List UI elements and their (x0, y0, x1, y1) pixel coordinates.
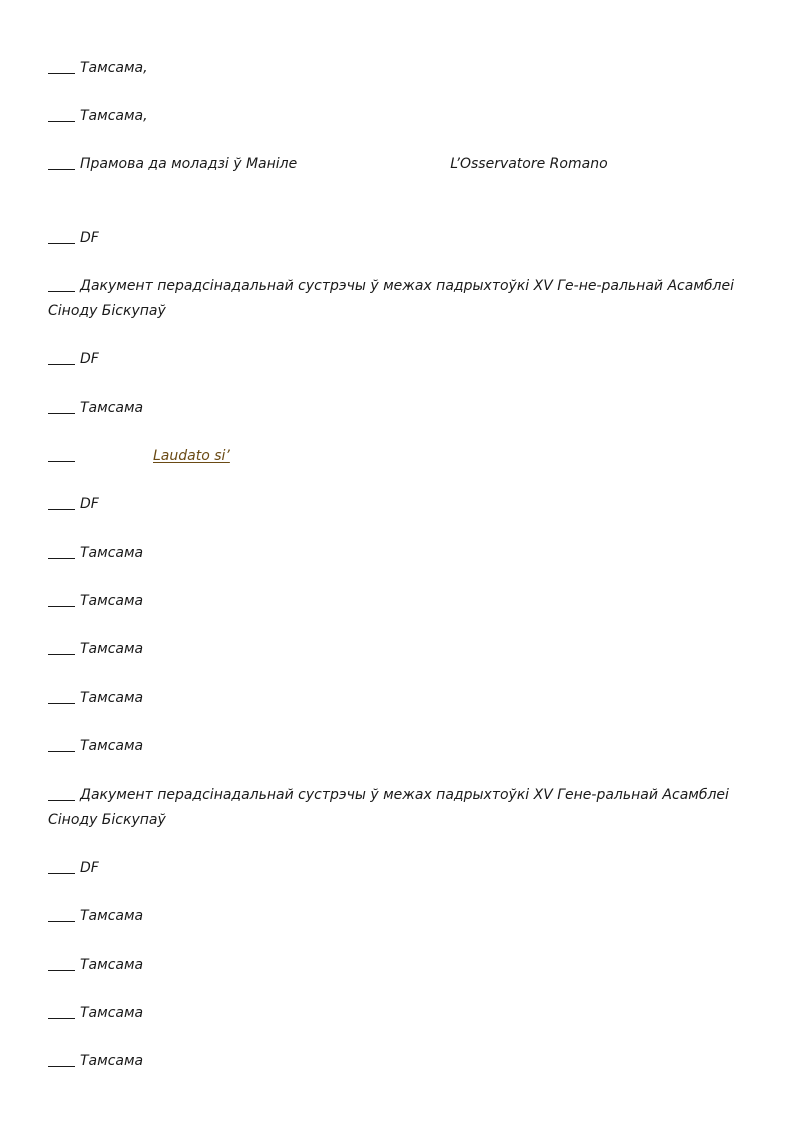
footnote-marker-rule (48, 956, 75, 971)
footnote-marker-rule (48, 907, 75, 922)
footnote (48, 783, 748, 833)
footnote-text: DF (80, 230, 99, 246)
footnote-marker-rule (48, 107, 75, 122)
footnote-text: Тамсама (80, 690, 144, 706)
footnote-marker-rule (48, 229, 75, 244)
footnote-marker-rule (48, 495, 75, 510)
footnote (48, 589, 748, 614)
footnote (48, 226, 748, 251)
footnote-text: Тамсама, (80, 60, 148, 76)
footnote (48, 541, 748, 566)
footnote-text: Тамсама (80, 593, 144, 609)
footnote-text: DF (80, 351, 99, 367)
footnote-marker-rule (48, 859, 75, 874)
footnote-marker-rule (48, 1052, 75, 1067)
footnote-text: Тамсама (80, 1005, 144, 1021)
footnote (48, 1001, 748, 1026)
footnote (48, 856, 748, 881)
footnote (48, 492, 748, 517)
footnote (48, 152, 748, 177)
footnote-text: Прамова да моладзі ў Маніле (80, 156, 298, 172)
footnote-text: Тамсама (80, 641, 144, 657)
footnote-marker-rule (48, 447, 75, 462)
footnote (48, 1049, 748, 1074)
footnote-text: Дакумент перадсінадальнай сустрэчы ў межах падрыхтоўкі XV Ге-не-ральнай Асамблеі Сіноду Біскупаў (48, 278, 734, 319)
footnote (48, 734, 748, 759)
footnote-marker-rule (48, 689, 75, 704)
footnote (48, 953, 748, 978)
footnote-marker-rule (48, 399, 75, 414)
laudato-si-link[interactable]: Laudato si’ (153, 448, 230, 464)
footnote (48, 396, 748, 421)
footnote-text: Дакумент перадсінадальнай сустрэчы ў межах падрыхтоўкі XV Гене-ральнай Асамблеі Сіноду Біскупаў (48, 787, 729, 828)
footnote (48, 104, 748, 129)
footnote-text: Тамсама, (80, 108, 148, 124)
footnote-marker-rule (48, 786, 75, 801)
footnote (48, 637, 748, 662)
footnote (48, 347, 748, 372)
footnote-text: Тамсама (80, 957, 144, 973)
footnote-text: Тамсама (80, 908, 144, 924)
footnote-marker-rule (48, 277, 75, 292)
footnote-text: Тамсама (80, 738, 144, 754)
footnote-source: L’Osservatore Romano (450, 156, 608, 172)
footnote-text: Тамсама (80, 545, 144, 561)
footnote-text: DF (80, 496, 99, 512)
footnote-marker-rule (48, 350, 75, 365)
footnote-marker-rule (48, 1004, 75, 1019)
footnote-text: DF (80, 860, 99, 876)
footnote-text: Тамсама (80, 400, 144, 416)
footnote-marker-rule (48, 737, 75, 752)
footnote (48, 904, 748, 929)
footnote (48, 56, 748, 81)
footnote-marker-rule (48, 592, 75, 607)
footnote-marker-rule (48, 640, 75, 655)
footnote-marker-rule (48, 155, 75, 170)
footnote-marker-rule (48, 544, 75, 559)
footnote (48, 444, 748, 469)
footnote (48, 686, 748, 711)
footnote (48, 274, 748, 324)
footnote-marker-rule (48, 59, 75, 74)
footnote-text: Тамсама (80, 1053, 144, 1069)
